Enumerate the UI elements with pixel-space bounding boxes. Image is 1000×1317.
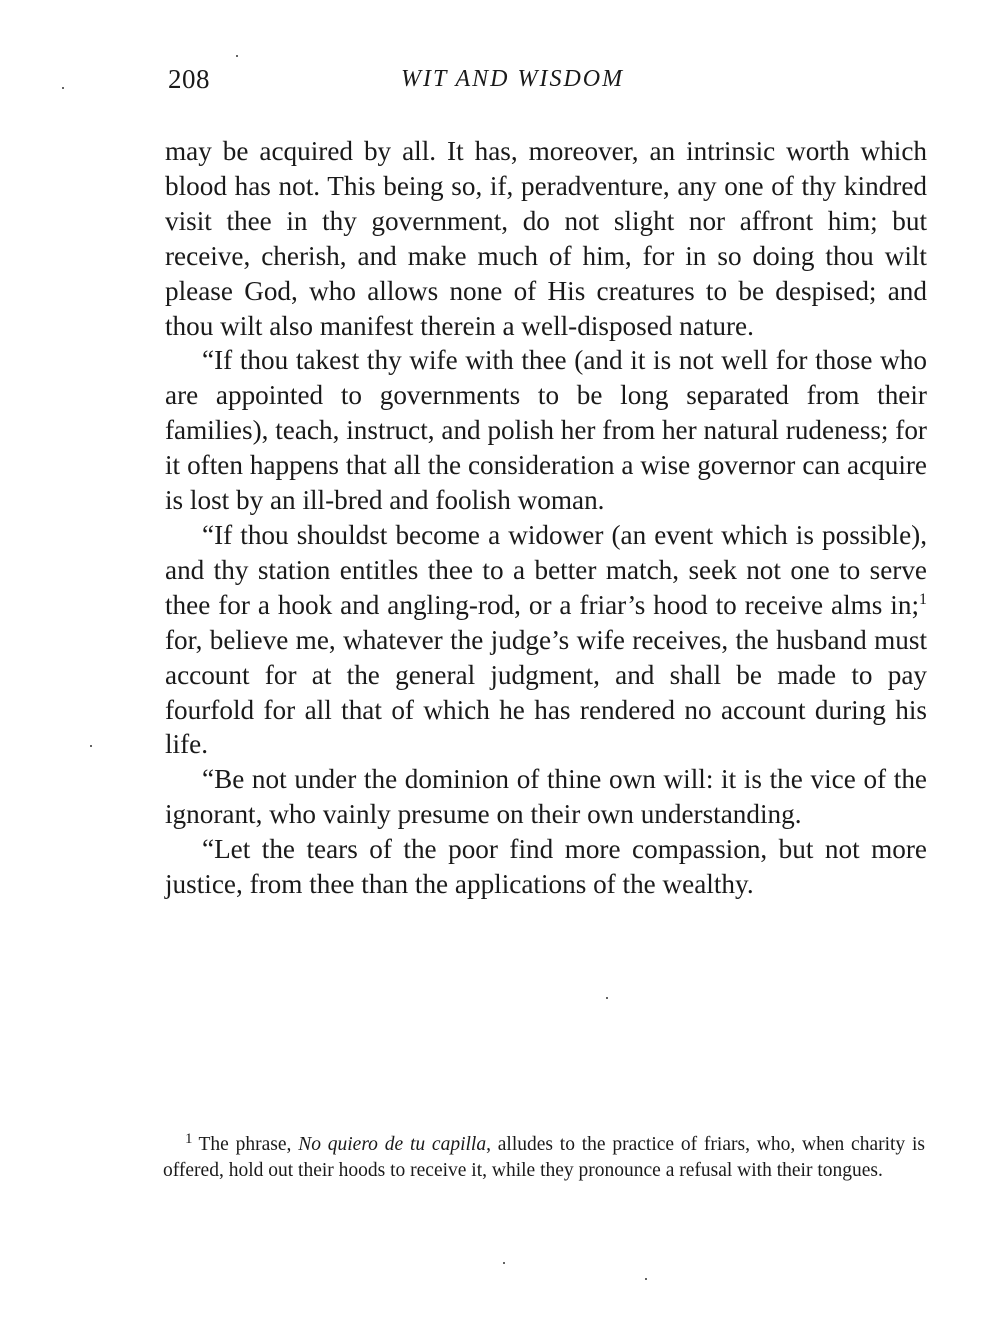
scan-speck <box>503 1262 505 1264</box>
page-number: 208 <box>168 64 210 94</box>
footnote-reference[interactable]: 1 <box>919 590 927 608</box>
paragraph: “Be not under the dominion of thine own will: it is the vice of the ignorant, who vainly presume on their own understanding. <box>165 764 927 830</box>
scan-speck <box>645 1278 647 1280</box>
scan-speck <box>90 745 92 747</box>
footnote <box>163 1132 925 1184</box>
body-text <box>165 134 927 902</box>
paragraph-with-footnote-ref <box>165 518 927 762</box>
footnote-mark: 1 <box>185 1130 193 1147</box>
footnote-text-after-italic: , alludes to the practice of friars, who, when charity is offered, hold out their hoods to receive it, while they pronounce a refusal with their tongues. <box>163 1134 925 1181</box>
paragraph-text-after-ref: for, believe me, whatever the judge’s wife receives, the husband must account for at the general judgment, and shall be made to pay fourfold for all that of which he has rendered no account during his life. <box>165 624 927 760</box>
scan-speck <box>62 87 64 89</box>
footnote-text-before-italic: The phrase, <box>198 1134 299 1155</box>
scan-speck <box>606 997 608 999</box>
page-header <box>168 64 928 108</box>
scan-speck <box>236 55 238 57</box>
paragraph: “Let the tears of the poor find more compassion, but not more justice, from thee than the applications of the wealthy. <box>165 834 927 900</box>
paragraph: may be acquired by all. It has, moreover, an intrinsic worth which blood has not. This being so, if, peradventure, any one of thy kindred visit thee in thy government, do not slight nor affront him; but receive, cherish, and make much of him, for in so doing thou wilt please God, who allows none of His creatures to be despised; and thou wilt also manifest therein a well-disposed nature. <box>165 136 927 341</box>
paragraph-text-before-ref: “If thou shouldst become a widower (an event which is possible), and thy station entitles thee to a better match, seek not one to serve thee for a hook and angling-rod, or a friar’s hood to receive alms in; <box>165 519 927 620</box>
paragraph: “If thou takest thy wife with thee (and it is not well for those who are appointed to governments to be long separated from their families), teach, instruct, and polish her from her natural rudeness; for it often happens that all the consideration a wise governor can acquire is lost by an ill-bred and foolish woman. <box>165 345 927 516</box>
footnote-italic-phrase: No quiero de tu capilla <box>298 1134 487 1155</box>
running-title: WIT AND WISDOM <box>401 66 625 92</box>
